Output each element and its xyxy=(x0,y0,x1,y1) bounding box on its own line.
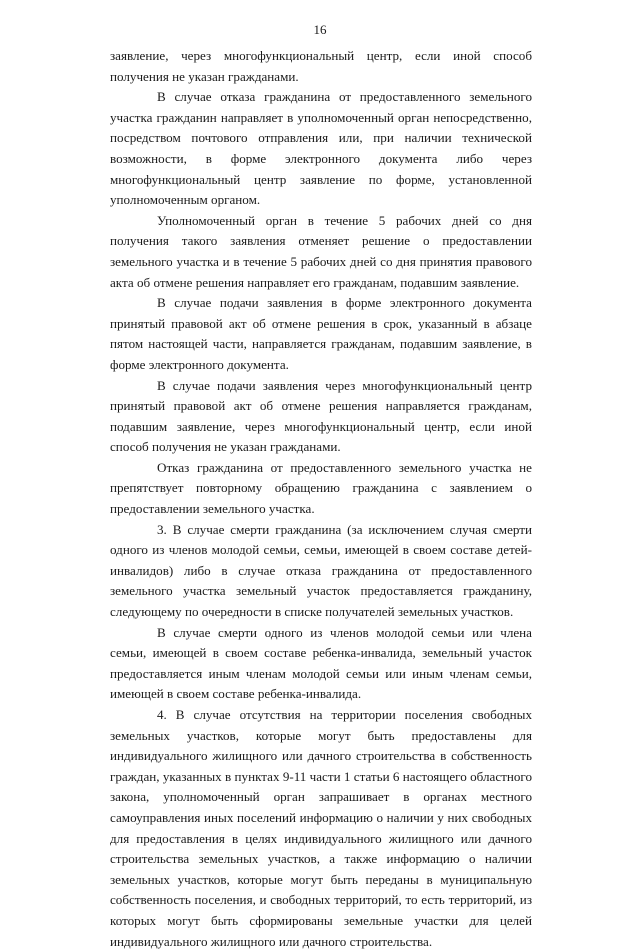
paragraph-authority-cancellation: Уполномоченный орган в течение 5 рабочих дней со дня получения такого заявления отменяет решение о предоставлении земельного участка и в течение 5 рабочих дней со дня принятия правового акта об отмене решения направляет его гражданам, подавшим заявление. xyxy=(110,212,532,290)
paragraph-repeat-application: Отказ гражданина от предоставленного земельного участка не препятствует повторному обращению гражданина с заявлением о предоставлении земельного участка. xyxy=(110,459,532,517)
paragraph-refusal-procedure: В случае отказа гражданина от предоставленного земельного участка гражданин направляет в уполномоченный орган непосредственно, посредством почтового отправления или, при наличии технической возможности, в форме электронного документа либо через многофункциональный центр заявление по форме, установленной уполномоченным органом. xyxy=(110,89,532,208)
paragraph-family-member-death: В случае смерти одного из членов молодой семьи или члена семьи, имеющей в своем составе ребенка-инвалида, земельный участок предоставляется иным членам молодой семьи или иным членам семьи, имеющей в своем составе ребенка-инвалида. xyxy=(110,624,532,702)
paragraph-electronic-submission: В случае подачи заявления в форме электронного документа принятый правовой акт об отмене решения в срок, указанный в абзаце пятом настоящей части, направляется гражданам, подавшим заявление, в форме электронного документа. xyxy=(110,295,532,372)
page-number: 16 xyxy=(313,22,327,37)
paragraph-continuation: заявление, через многофункциональный центр, если иной способ получения не указан гражданами. xyxy=(110,48,532,84)
paragraph-item-4: 4. В случае отсутствия на территории поселения свободных земельных участков, которые могут быть предоставлены для индивидуального жилищного или дачного строительства в собственность граждан, указанных в пунктах 9-11 части 1 статьи 6 настоящего областного закона, уполномоченный орган запрашивает в органах местного самоуправления иных поселений информацию о наличии у них свободных для предоставления в целях индивидуального жилищного или дачного строительства земельных участков, а также информацию о наличии земельных участков, которые могут быть переданы в муниципальную собственность поселения, и свободных территорий, то есть территорий, из которых могут быть сформированы земельные участки для целей индивидуального жилищного или дачного строительства. xyxy=(110,707,532,949)
document-body xyxy=(110,46,532,952)
paragraph-mfc-submission: В случае подачи заявления через многофункциональный центр принятый правовой акт об отмене решения направляется гражданам, подавшим заявление, через многофункциональный центр, если иной способ получения не указан гражданами. xyxy=(110,377,532,455)
paragraph-item-3: 3. В случае смерти гражданина (за исключением случая смерти одного из членов молодой семьи, семьи, имеющей в своем составе детей-инвалидов) либо в случае отказа гражданина от предоставленного земельного участка земельный участок предоставляется гражданину, следующему по очередности в списке получателей земельных участков. xyxy=(110,521,532,620)
